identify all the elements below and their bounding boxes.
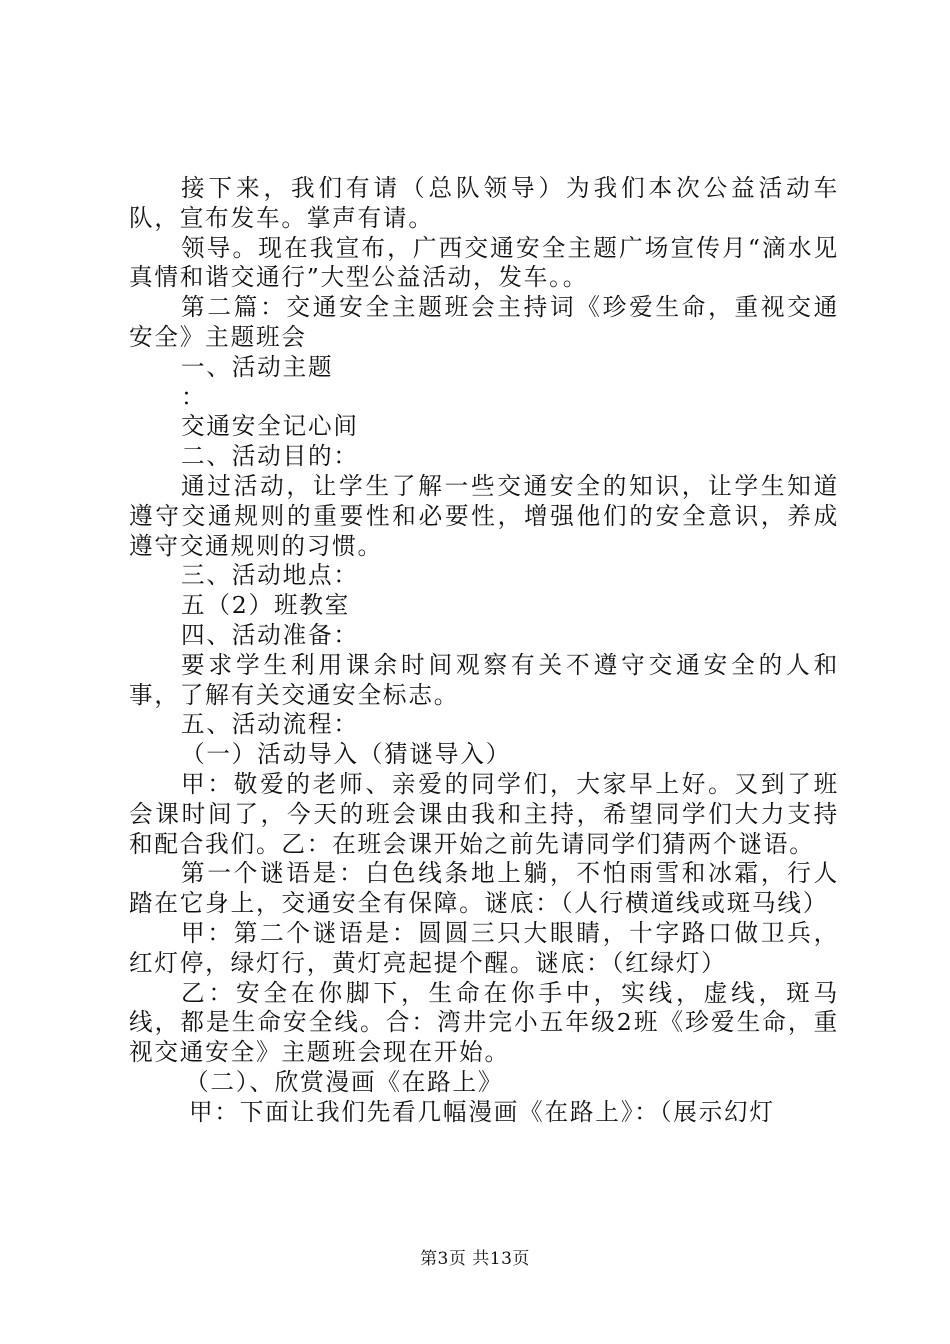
paragraph: 乙：安全在你脚下，生命在你手中，实线，虚线，斑马线，都是生命安全线。合：湾井完小五年级2班《珍爱生命，重视交通安全》主题班会现在开始。 xyxy=(129,978,839,1067)
subsection-heading: （二）、欣赏漫画《在路上》 xyxy=(185,1067,504,1096)
section-heading: 二、活动目的： xyxy=(181,442,359,471)
subsection-heading: （一）活动导入（猜谜导入） xyxy=(181,740,512,769)
section-heading: 一、活动主题 xyxy=(181,352,334,381)
paragraph: 甲：第二个谜语是：圆圆三只大眼睛，十字路口做卫兵，红灯停，绿灯行，黄灯亮起提个醒。谜底：（红绿灯） xyxy=(129,918,839,977)
paragraph: 接下来，我们有请（总队领导）为我们本次公益活动车队，宣布发车。掌声有请。 xyxy=(129,174,839,232)
page-footer: 第3页 共13页 xyxy=(420,1249,530,1269)
section-heading: 三、活动地点： xyxy=(181,561,359,590)
paragraph: 甲：下面让我们先看几幅漫画《在路上》：（展示幻灯 xyxy=(189,1097,775,1126)
paragraph: 第二篇：交通安全主题班会主持词《珍爱生命，重视交通安全》主题班会 xyxy=(129,293,839,351)
paragraph: 五（2）班教室 xyxy=(181,591,351,620)
section-heading: 四、活动准备： xyxy=(181,620,359,649)
paragraph: 交通安全记心间 xyxy=(181,412,359,441)
paragraph: 领导。现在我宣布，广西交通安全主题广场宣传月“滴水见真情和谐交通行”大型公益活动，发车。。 xyxy=(129,233,839,292)
paragraph: ： xyxy=(181,382,207,411)
paragraph: 要求学生利用课余时间观察有关不遵守交通安全的人和事，了解有关交通安全标志。 xyxy=(129,650,839,709)
section-heading: 五、活动流程： xyxy=(181,710,359,739)
paragraph: 通过活动，让学生了解一些交通安全的知识，让学生知道遵守交通规则的重要性和必要性，增强他们的安全意识，养成遵守交通规则的习惯。 xyxy=(129,471,839,560)
paragraph: 第一个谜语是：白色线条地上躺，不怕雨雪和冰霜，行人踏在它身上，交通安全有保障。谜底：（人行横道线或斑马线） xyxy=(129,859,839,918)
paragraph: 甲：敬爱的老师、亲爱的同学们，大家早上好。又到了班会课时间了，今天的班会课由我和主持，希望同学们大力支持和配合我们。乙：在班会课开始之前先请同学们猜两个谜语。 xyxy=(129,769,839,858)
document-body xyxy=(129,174,839,1128)
